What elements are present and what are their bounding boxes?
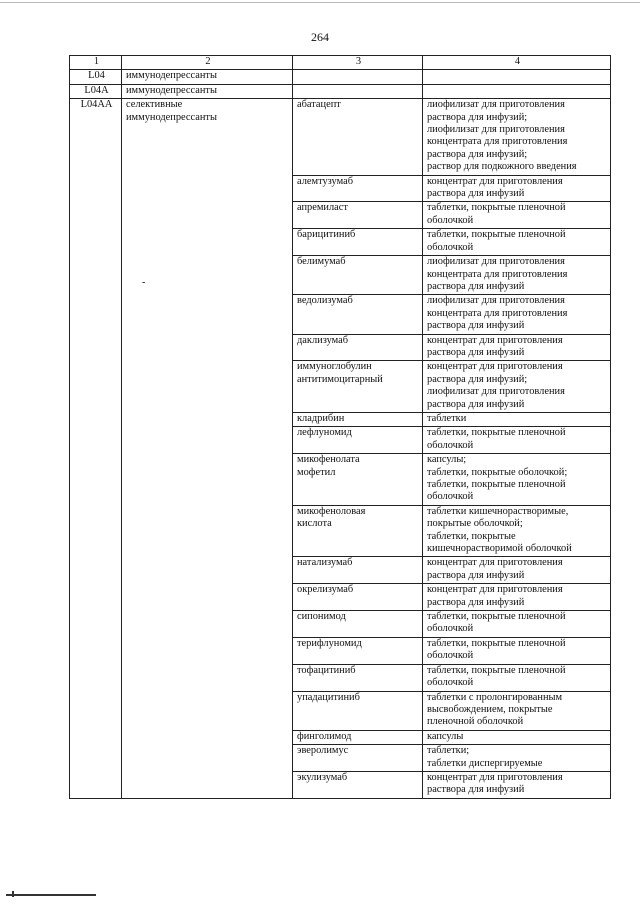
drug-name-line: кислота: [297, 518, 332, 530]
dosage-form-line: оболочкой: [427, 623, 474, 635]
drug-name: [293, 229, 423, 256]
dosage-form-line: оболочкой: [427, 677, 474, 689]
atc-code: L04AA: [70, 99, 122, 799]
drug-name-line: белимумаб: [297, 256, 346, 268]
drug-name: [293, 584, 423, 611]
dosage-form-line: оболочкой: [427, 241, 474, 253]
dosage-form: [423, 637, 611, 664]
dosage-form-line: раствора для инфузий: [427, 596, 525, 608]
dosage-form-line: лиофилизат для приготовления: [427, 295, 565, 307]
dosage-form: [423, 454, 611, 506]
dosage-form-line: раствор для подкожного введения: [427, 161, 577, 173]
drug-name-line: окрелизумаб: [297, 584, 354, 596]
empty-cell: [293, 70, 423, 84]
dosage-form-line: раствора для инфузий: [427, 346, 525, 358]
dosage-form-line: концентрат для приготовления: [427, 557, 563, 569]
dosage-form: [423, 664, 611, 691]
dosage-form: [423, 295, 611, 334]
drug-name-line: микофеноловая: [297, 505, 366, 517]
subgroup-name-line: иммунодепрессанты: [126, 111, 217, 123]
dosage-form-line: таблетки диспергируемые: [427, 757, 543, 769]
dosage-form-line: оболочкой: [427, 439, 474, 451]
drug-name-line: микофенолата: [297, 454, 360, 466]
drug-name: [293, 202, 423, 229]
dosage-form: [423, 229, 611, 256]
dosage-form-line: раствора для инфузий: [427, 398, 525, 410]
drug-name: [293, 730, 423, 744]
dosage-form: [423, 175, 611, 202]
drug-name-line: терифлуномид: [297, 637, 362, 649]
dosage-form-line: концентрат для приготовления: [427, 334, 563, 346]
stray-mark: -: [142, 277, 146, 288]
drug-name: [293, 557, 423, 584]
dosage-form-line: концентрата для приготовления: [427, 136, 568, 148]
dosage-form-line: оболочкой: [427, 214, 474, 226]
atc-code: L04A: [70, 84, 122, 98]
dosage-form-line: капсулы: [427, 730, 464, 742]
drug-name-line: тофацитиниб: [297, 664, 356, 676]
dosage-form-line: таблетки;: [427, 745, 470, 757]
column-header-2: 2: [122, 56, 293, 70]
drug-name: [293, 99, 423, 175]
drug-name: [293, 256, 423, 295]
atc-code: L04: [70, 70, 122, 84]
dosage-form-line: лиофилизат для приготовления: [427, 256, 565, 268]
dosage-form-line: таблетки, покрытые пленочной: [427, 664, 566, 676]
drug-name-line: барицитиниб: [297, 229, 356, 241]
dosage-form: [423, 611, 611, 638]
drug-name: [293, 175, 423, 202]
subgroup-name-line: селективные: [126, 99, 183, 111]
dosage-form-line: оболочкой: [427, 650, 474, 662]
dosage-form-line: лиофилизат для приготовления: [427, 386, 565, 398]
empty-cell: [423, 70, 611, 84]
drug-name: [293, 611, 423, 638]
drug-name: [293, 745, 423, 772]
table-row: [70, 99, 611, 175]
dosage-form: [423, 691, 611, 730]
column-header-4: 4: [423, 56, 611, 70]
drug-name: [293, 771, 423, 798]
drug-name: [293, 361, 423, 413]
dosage-form: [423, 202, 611, 229]
drug-name: [293, 505, 423, 557]
dosage-form-line: концентрат для приготовления: [427, 361, 563, 373]
drug-name-line: натализумаб: [297, 557, 353, 569]
dosage-form-line: раствора для инфузий;: [427, 373, 528, 385]
drug-name: [293, 334, 423, 361]
dosage-form-line: таблетки кишечнорастворимые,: [427, 505, 569, 517]
dosage-form-line: концентрат для приготовления: [427, 771, 563, 783]
dosage-form-line: раствора для инфузий;: [427, 111, 528, 123]
drug-name-line: эверолимус: [297, 745, 349, 757]
drug-table: [69, 55, 611, 799]
dosage-form-line: концентрат для приготовления: [427, 175, 563, 187]
drug-name: [293, 454, 423, 506]
drug-name: [293, 637, 423, 664]
drug-name-line: экулизумаб: [297, 771, 348, 783]
table-row-group: [70, 70, 611, 84]
dosage-form-line: высвобождением, покрытые: [427, 703, 553, 715]
dosage-form: [423, 99, 611, 175]
dosage-form-line: раствора для инфузий;: [427, 148, 528, 160]
drug-name: [293, 691, 423, 730]
drug-name-line: антитимоцитарный: [297, 373, 383, 385]
dosage-form-line: кишечнорастворимой оболочкой: [427, 543, 572, 555]
empty-cell: [423, 84, 611, 98]
dosage-form: [423, 361, 611, 413]
dosage-form-line: раствора для инфузий: [427, 320, 525, 332]
drug-name-line: ведолизумаб: [297, 295, 353, 307]
dosage-form: [423, 412, 611, 426]
drug-name: [293, 412, 423, 426]
drug-name-line: мофетил: [297, 466, 336, 478]
dosage-form-line: таблетки, покрытые пленочной: [427, 479, 566, 490]
dosage-form-line: раствора для инфузий: [427, 569, 525, 581]
dosage-form-line: раствора для инфузий: [427, 188, 525, 200]
drug-name: [293, 427, 423, 454]
dosage-form-line: концентрат для приготовления: [427, 584, 563, 596]
dosage-form-line: покрытые оболочкой;: [427, 518, 523, 530]
column-header-1: 1: [70, 56, 122, 70]
dosage-form-line: таблетки: [427, 412, 467, 424]
drug-name-line: даклизумаб: [297, 334, 349, 346]
drug-name: [293, 295, 423, 334]
top-scan-line: [0, 2, 640, 3]
dosage-form-line: пленочной оболочкой: [427, 716, 524, 728]
dosage-form: [423, 584, 611, 611]
dosage-form-line: раствора для инфузий: [427, 784, 525, 796]
dosage-form: [423, 745, 611, 772]
dosage-form: [423, 771, 611, 798]
dosage-form-line: таблетки, покрытые пленочной: [427, 427, 566, 439]
dosage-form-line: таблетки, покрытые пленочной: [427, 611, 566, 623]
dosage-form-line: лиофилизат для приготовления: [427, 99, 565, 111]
page-number: 264: [311, 30, 329, 44]
drug-name-line: сипонимод: [297, 611, 346, 623]
subgroup-name: [122, 99, 293, 799]
table-body: [70, 70, 611, 798]
drug-name-line: абатацепт: [297, 99, 341, 111]
dosage-form: [423, 334, 611, 361]
dosage-form: [423, 427, 611, 454]
dosage-form: [423, 505, 611, 557]
dosage-form-line: таблетки, покрытые пленочной: [427, 229, 566, 241]
dosage-form-line: капсулы;: [427, 454, 467, 466]
dosage-form: [423, 557, 611, 584]
table-row-group: [70, 84, 611, 98]
scan-edge-mark: [6, 891, 96, 897]
table-header-row: [70, 56, 611, 70]
dosage-form-line: таблетки с пролонгированным: [427, 691, 563, 703]
drug-name-line: иммуноглобулин: [297, 361, 372, 373]
drug-name-line: кладрибин: [297, 412, 345, 424]
drug-name-line: лефлуномид: [297, 427, 352, 439]
drug-name-line: алемтузумаб: [297, 175, 354, 187]
drug-name-line: упадацитиниб: [297, 691, 360, 703]
dosage-form-line: раствора для инфузий: [427, 280, 525, 292]
dosage-form-line: концентрата для приготовления: [427, 307, 568, 319]
dosage-form-line: концентрата для приготовления: [427, 268, 568, 280]
column-header-3: 3: [293, 56, 423, 70]
dosage-form-line: таблетки, покрытые: [427, 530, 516, 542]
group-name: иммунодепрессанты: [122, 84, 293, 98]
dosage-form-line: таблетки, покрытые пленочной: [427, 637, 566, 649]
group-name: иммунодепрессанты: [122, 70, 293, 84]
dosage-form-line: оболочкой: [427, 491, 474, 503]
dosage-form-line: таблетки, покрытые пленочной: [427, 202, 566, 214]
drug-name-line: финголимод: [297, 730, 352, 742]
empty-cell: [293, 84, 423, 98]
dosage-form: [423, 730, 611, 744]
drug-name: [293, 664, 423, 691]
dosage-form-line: таблетки, покрытые оболочкой;: [427, 466, 568, 478]
dosage-form: [423, 256, 611, 295]
dosage-form-line: лиофилизат для приготовления: [427, 124, 565, 136]
drug-name-line: апремиласт: [297, 202, 348, 214]
